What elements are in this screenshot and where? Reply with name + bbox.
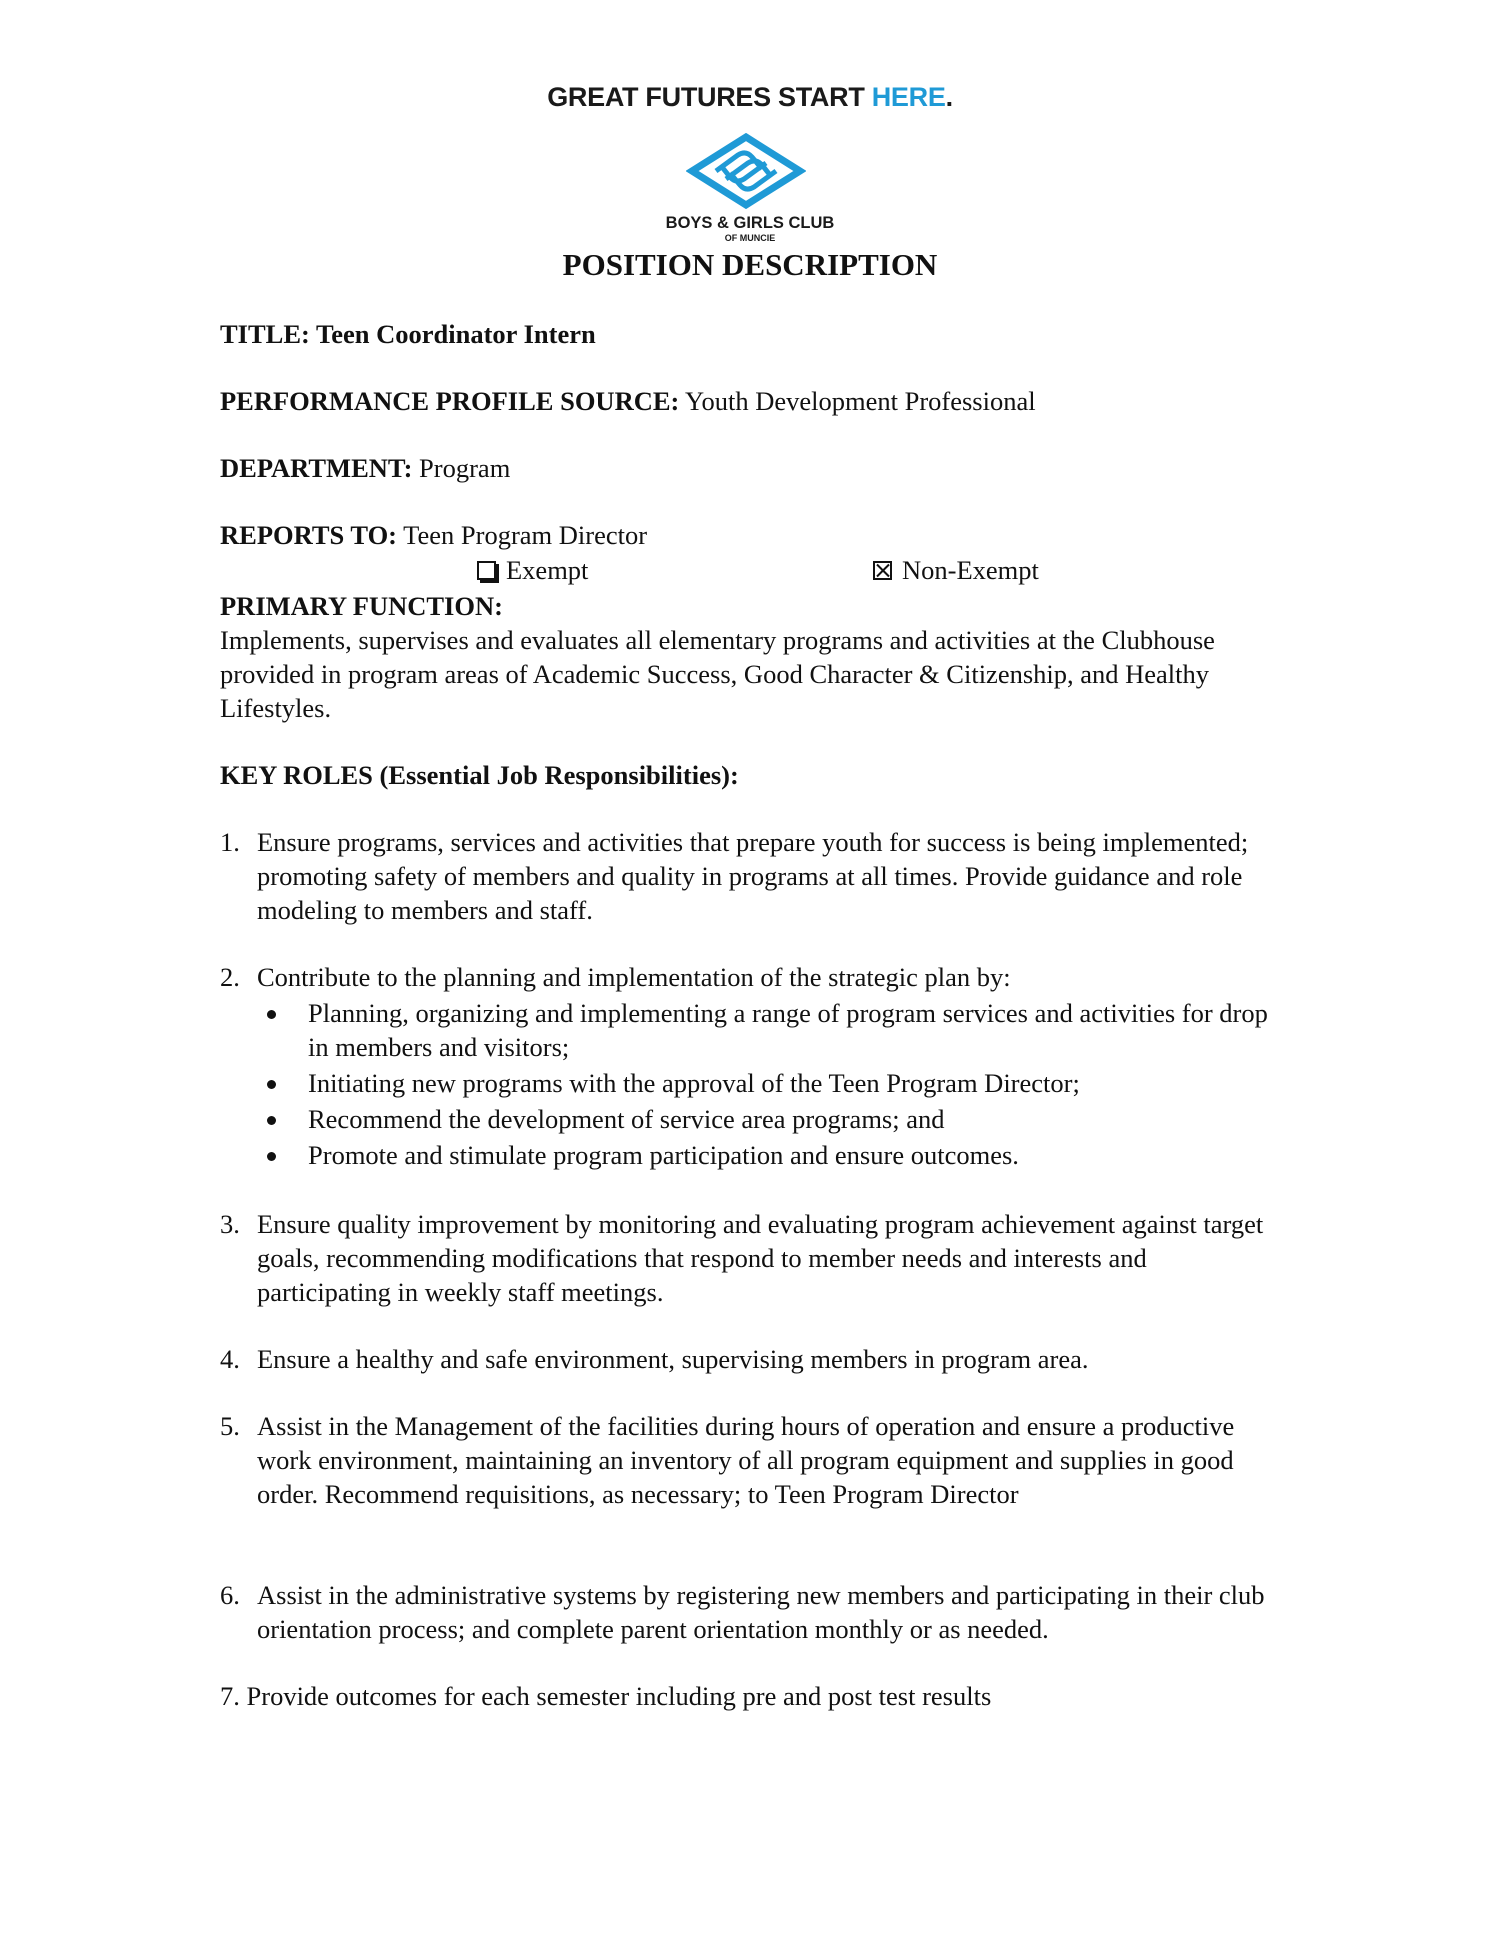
- bullet-dot-icon: [267, 1152, 276, 1161]
- bullet-text: Promote and stimulate program participation and ensure outcomes.: [308, 1140, 1019, 1170]
- bullet-dot-icon: [267, 1080, 276, 1089]
- reports-to-value: Teen Program Director: [397, 520, 648, 550]
- strategic-plan-bullets: [258, 996, 1278, 1174]
- bullet-text: Planning, organizing and implementing a range of program services and activities for drop in members and visitors;: [308, 998, 1268, 1062]
- primary-function-heading: PRIMARY FUNCTION:: [220, 591, 503, 621]
- list-item: [220, 960, 1280, 994]
- profile-source-label: PERFORMANCE PROFILE SOURCE:: [220, 386, 680, 416]
- profile-source-field: [220, 384, 1036, 418]
- non-exempt-option[interactable]: [873, 553, 1039, 587]
- key-roles-heading: KEY ROLES (Essential Job Responsibilities):: [220, 760, 739, 790]
- department-field: [220, 451, 510, 485]
- list-item: [220, 825, 1280, 927]
- item-number: 1.: [220, 827, 240, 857]
- list-item: [220, 1207, 1280, 1309]
- page-title: POSITION DESCRIPTION: [562, 247, 938, 282]
- bullet-item: [258, 996, 1278, 1064]
- bullet-item: [258, 1102, 1278, 1136]
- list-item: [220, 1409, 1280, 1511]
- item-number: 6.: [220, 1580, 240, 1610]
- non-exempt-label: Non-Exempt: [902, 555, 1039, 585]
- item-text: Assist in the administrative systems by registering new members and participating in their club orientation process; and complete parent orientation monthly or as needed.: [257, 1580, 1265, 1644]
- department-value: Program: [412, 453, 511, 483]
- bullet-item: [258, 1066, 1278, 1100]
- tagline-main: GREAT FUTURES START: [547, 82, 872, 112]
- item-number: 2.: [220, 962, 240, 992]
- item-text: Contribute to the planning and implementation of the strategic plan by:: [257, 962, 1011, 992]
- item-number: 3.: [220, 1209, 240, 1239]
- item-number: 5.: [220, 1411, 240, 1441]
- bullet-dot-icon: [267, 1116, 276, 1125]
- title-field: TITLE: Teen Coordinator Intern: [220, 319, 596, 349]
- empty-checkbox-icon[interactable]: [477, 561, 496, 580]
- tagline-accent: HERE: [871, 82, 946, 112]
- org-name: BOYS & GIRLS CLUB: [665, 214, 835, 232]
- item-number: 4.: [220, 1344, 240, 1374]
- item-text: Ensure quality improvement by monitoring and evaluating program achievement against target goals, recommending modifications that respond to member needs and interests and participating in weekly staff meetings.: [257, 1209, 1264, 1307]
- tagline-end: .: [945, 82, 953, 112]
- item-text: Assist in the Management of the facilities during hours of operation and ensure a productive work environment, maintaining an inventory of all program equipment and supplies in good order. Recommend requisitions, as necessary; to Teen Program Director: [257, 1411, 1235, 1509]
- org-location: OF MUNCIE: [724, 233, 776, 243]
- club-logo-icon: [686, 133, 806, 209]
- list-item: [220, 1342, 1280, 1376]
- tagline: [0, 82, 1500, 113]
- bullet-text: Initiating new programs with the approval of the Teen Program Director;: [308, 1068, 1080, 1098]
- list-item-7: 7. Provide outcomes for each semester including pre and post test results: [220, 1681, 992, 1711]
- profile-source-value: Youth Development Professional: [679, 386, 1036, 416]
- reports-to-label: REPORTS TO:: [220, 520, 398, 550]
- reports-to-field: [220, 518, 647, 552]
- bullet-item: [258, 1138, 1278, 1172]
- list-item: [220, 1578, 1280, 1646]
- exempt-option[interactable]: [477, 553, 588, 587]
- department-label: DEPARTMENT:: [220, 453, 413, 483]
- bullet-dot-icon: [267, 1010, 276, 1019]
- checked-box-icon[interactable]: [873, 561, 892, 580]
- primary-function-text: Implements, supervises and evaluates all elementary programs and activities at the Clubhouse provided in program areas of Academic Success, Good Character & Citizenship, and Healthy Lifestyles.: [220, 625, 1215, 723]
- exempt-label: Exempt: [506, 555, 589, 585]
- bullet-text: Recommend the development of service area programs; and: [308, 1104, 945, 1134]
- item-text: Ensure a healthy and safe environment, supervising members in program area.: [257, 1344, 1089, 1374]
- item-text: Ensure programs, services and activities that prepare youth for success is being implemented; promoting safety of members and quality in programs at all times. Provide guidance and role modeling to members and staff.: [257, 827, 1249, 925]
